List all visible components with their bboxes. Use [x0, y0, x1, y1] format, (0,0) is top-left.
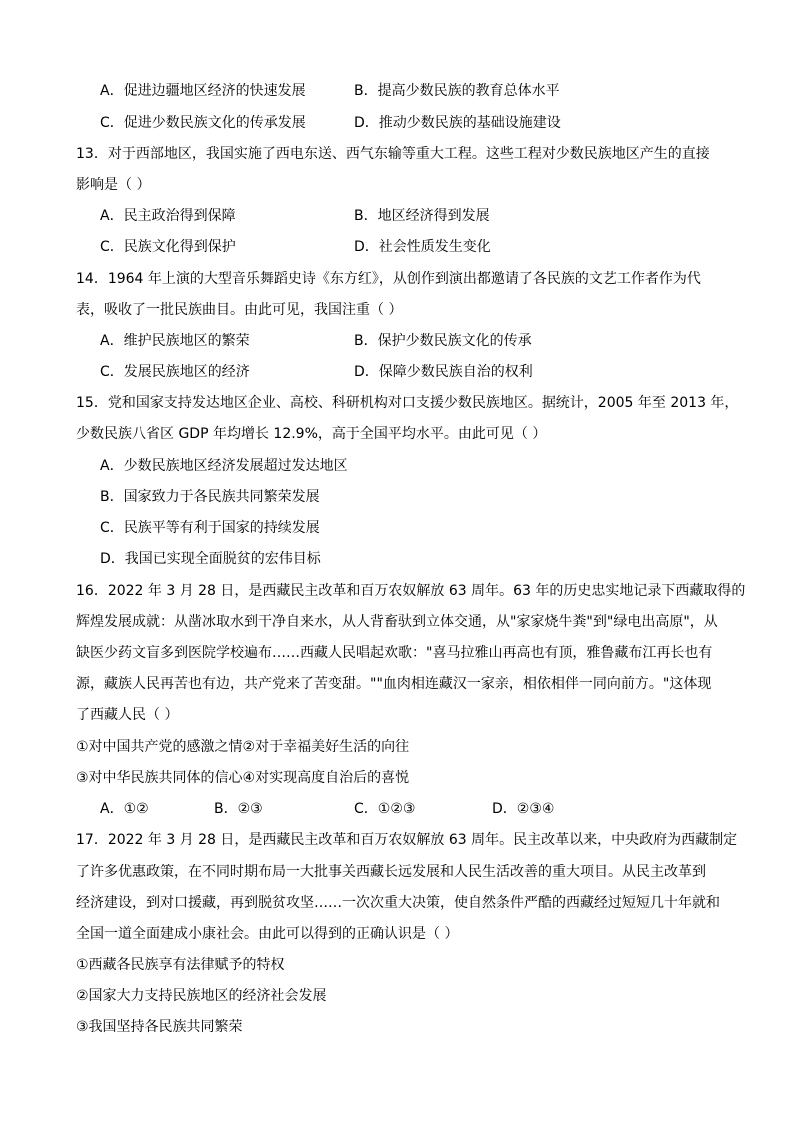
q16-option-d[interactable]: D．②③④: [492, 801, 555, 817]
q13-option-b[interactable]: B．地区经济得到发展: [354, 208, 490, 224]
q16-option-a[interactable]: A．①②: [100, 801, 149, 817]
q14-option-a[interactable]: A．维护民族地区的繁荣: [100, 333, 250, 349]
q13-option-a[interactable]: A．民主政治得到保障: [100, 208, 236, 224]
q12-option-d[interactable]: D．推动少数民族的基础设施建设: [354, 115, 561, 131]
q16-option-c[interactable]: C．①②③: [354, 801, 416, 817]
q13-option-d[interactable]: D．社会性质发生变化: [354, 239, 491, 255]
q15-stem-line-2: 少数民族八省区 GDP 年均增长 12.9%，高于全国平均水平。由此可见（ ）: [76, 426, 547, 442]
q16-stem-line-3: 缺医少药文盲多到医院学校遍布……西藏人民唱起欢歌："喜马拉雅山再高也有顶，雅鲁藏布江再长也有: [76, 645, 713, 661]
q16-stem-line-1: 16．2022 年 3 月 28 日，是西藏民主改革和百万农奴解放 63 周年。63 年的历史忠实地记录下西藏取得的: [76, 583, 746, 599]
q15-option-c[interactable]: C．民族平等有利于国家的持续发展: [100, 520, 320, 536]
q17-statement-2: ②国家大力支持民族地区的经济社会发展: [76, 988, 327, 1004]
q12-option-b[interactable]: B．提高少数民族的教育总体水平: [354, 83, 560, 99]
q12-option-a[interactable]: A．促进边疆地区经济的快速发展: [100, 83, 306, 99]
q14-stem-line-1: 14．1964 年上演的大型音乐舞蹈史诗《东方红》，从创作到演出都邀请了各民族的文艺工作者作为代: [76, 271, 701, 287]
q17-stem-line-4: 全国一道全面建成小康社会。由此可以得到的正确认识是（ ）: [76, 926, 459, 942]
q13-option-c[interactable]: C．民族文化得到保护: [100, 239, 236, 255]
q16-stem-line-5: 了西藏人民（ ）: [76, 707, 179, 723]
q17-stem-line-1: 17．2022 年 3 月 28 日，是西藏民主改革和百万农奴解放 63 周年。民主改革以来，中央政府为西藏制定: [76, 832, 738, 848]
q17-statement-3: ③我国坚持各民族共同繁荣: [76, 1019, 243, 1035]
q16-option-b[interactable]: B．②③: [214, 801, 263, 817]
q13-stem-line-1: 13．对于西部地区，我国实施了西电东送、西气东输等重大工程。这些工程对少数民族地区产生的直接: [76, 146, 710, 162]
q12-option-c[interactable]: C．促进少数民族文化的传承发展: [100, 115, 306, 131]
q17-stem-line-3: 经济建设，到对口援藏，再到脱贫攻坚……一次次重大决策，使自然条件严酷的西藏经过短短几十年就和: [76, 895, 720, 911]
q17-stem-line-2: 了许多优惠政策，在不同时期布局一大批事关西藏长远发展和人民生活改善的重大项目。从民主改革到: [76, 864, 706, 880]
q14-option-b[interactable]: B．保护少数民族文化的传承: [354, 333, 532, 349]
q14-stem-line-2: 表，吸收了一批民族曲目。由此可见，我国注重（ ）: [76, 302, 403, 318]
q16-statements-line-2: ③对中华民族共同体的信心④对实现高度自治后的喜悦: [76, 770, 410, 786]
q14-option-c[interactable]: C．发展民族地区的经济: [100, 364, 250, 380]
q14-option-d[interactable]: D．保障少数民族自治的权利: [354, 364, 533, 380]
q13-stem-line-2: 影响是（ ）: [76, 177, 151, 193]
q16-stem-line-4: 源，藏族人民再苦也有边，共产党来了苦变甜。""血肉相连藏汉一家亲，相依相伴一同向前方。"这体现: [76, 676, 712, 692]
q15-stem-line-1: 15．党和国家支持发达地区企业、高校、科研机构对口支援少数民族地区。据统计，2005 年至 2013 年，: [76, 395, 739, 411]
q17-statement-1: ①西藏各民族享有法律赋予的特权: [76, 957, 285, 973]
q15-option-d[interactable]: D．我国已实现全面脱贫的宏伟目标: [100, 551, 321, 567]
q15-option-a[interactable]: A．少数民族地区经济发展超过发达地区: [100, 458, 348, 474]
q15-option-b[interactable]: B．国家致力于各民族共同繁荣发展: [100, 489, 320, 505]
q16-statements-line-1: ①对中国共产党的感激之情②对于幸福美好生活的向往: [76, 739, 410, 755]
q16-stem-line-2: 辉煌发展成就：从凿冰取水到干净自来水，从人背畜驮到立体交通，从"家家烧牛粪"到"绿电出高原"，从: [76, 614, 718, 630]
